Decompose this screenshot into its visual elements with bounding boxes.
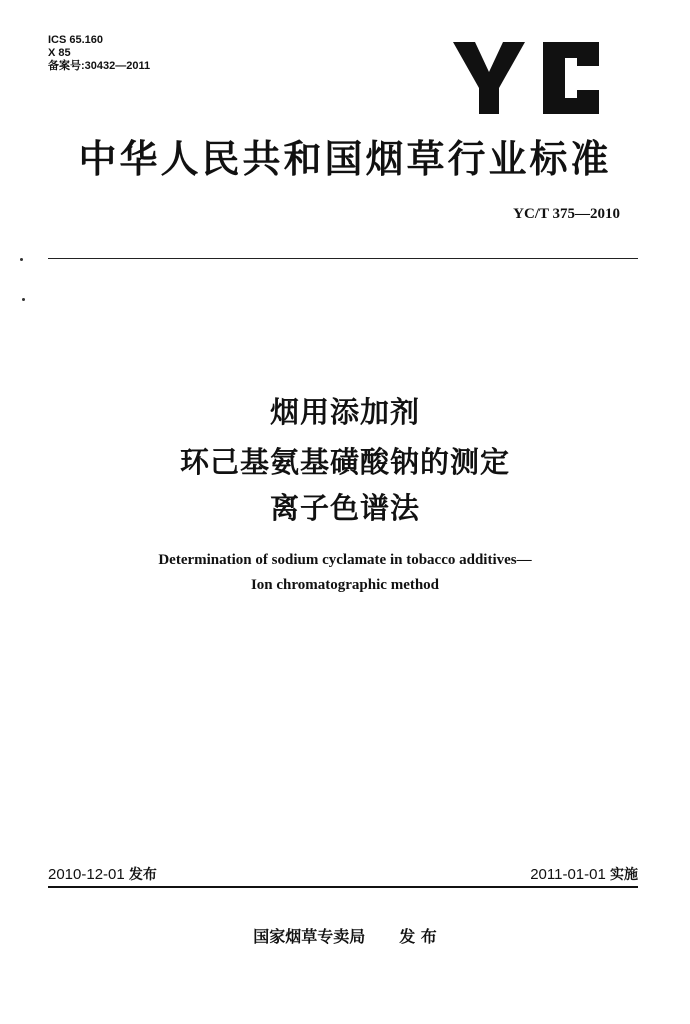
footer-divider: [48, 886, 638, 888]
title-en-line-1: Determination of sodium cyclamate in tobacco additives—: [158, 552, 532, 568]
scan-speck: [22, 298, 25, 301]
issue-date: 2010-12-01: [48, 866, 125, 883]
implement-date-block: [530, 864, 638, 884]
ics-code: ICS 65.160: [48, 34, 104, 46]
implement-date: 2011-01-01: [530, 866, 606, 883]
publish-label: 发 布: [399, 927, 437, 946]
issue-label: 发布: [128, 867, 157, 883]
publisher-line: [0, 924, 690, 947]
title-cn-line-1: 烟用添加剂: [269, 395, 420, 429]
publisher-name: 国家烟草专卖局: [253, 927, 366, 946]
ccs-code: X 85: [48, 47, 71, 59]
title-cn-line-3: 离子色谱法: [269, 491, 420, 525]
issue-date-block: [48, 864, 157, 884]
yc-logo: [453, 36, 603, 120]
organization-title: 中华人民共和国烟草行业标准: [78, 137, 612, 181]
implement-label: 实施: [610, 867, 638, 883]
scan-speck: [20, 258, 23, 261]
standard-number: YC/T 375—2010: [513, 206, 620, 222]
filing-number: 备案号:30432—2011: [48, 60, 151, 72]
header-divider: [48, 258, 638, 259]
title-cn-line-2: 环己基氨基磺酸钠的测定: [179, 445, 510, 479]
title-en-line-2: Ion chromatographic method: [250, 577, 440, 593]
